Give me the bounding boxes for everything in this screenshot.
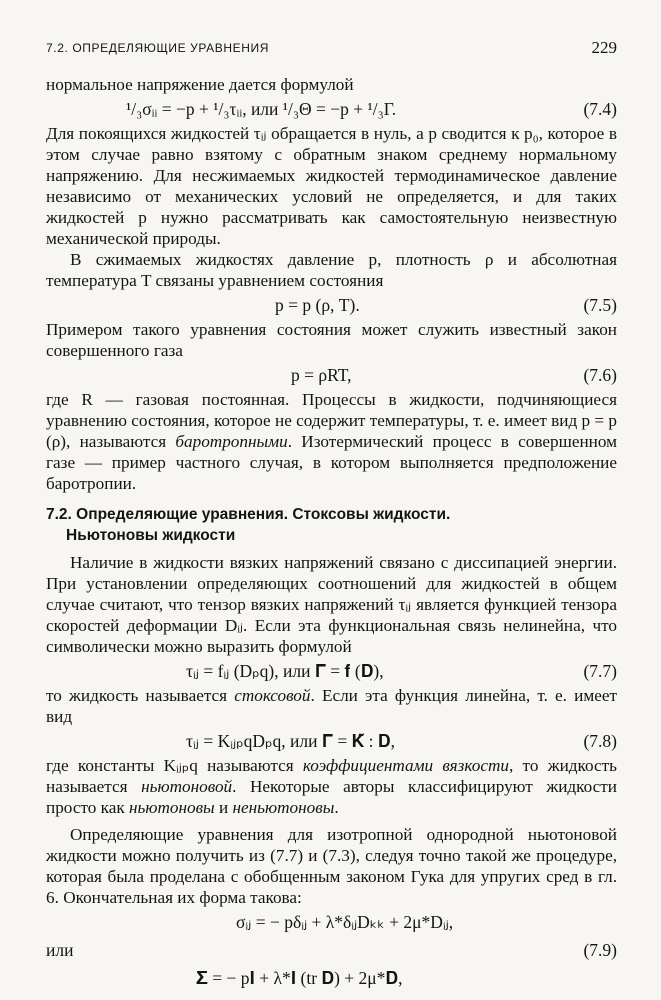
section-heading (46, 504, 617, 546)
equation-7-6-number: (7.6) (583, 365, 617, 385)
term-newtonian-plural: ньютоновы (128, 798, 215, 817)
coef-text-g: и (214, 798, 233, 817)
coef-text-c: , то жидкость называется (46, 756, 617, 796)
equation-7-9b (46, 964, 617, 992)
equation-7-4-formula: ¹/₃σᵢᵢ = −p + ¹/₃τᵢᵢ, или ¹/₃Θ = −p + ¹/₃Γ. (126, 99, 397, 119)
paragraph-compressible: В сжимаемых жидкостях давление p, плотность ρ и абсолютная температура T связаны уравнением состояния (46, 250, 617, 290)
equation-7-6-formula: p = ρRT, (291, 365, 352, 385)
page-body (46, 74, 617, 992)
stokes-text-c: . Если эта функция линейна, т. е. имеет вид (46, 686, 617, 726)
term-barotropic: баротропными (175, 432, 288, 451)
term-stokes: стоксовой (234, 686, 311, 705)
term-newtonian: ньютоновой (141, 777, 233, 796)
equation-7-8-formula: τᵢⱼ = KᵢⱼₚqDₚq, или 𝚪 = 𝐊̃ : 𝐃, (186, 731, 395, 751)
section-heading-line2: Ньютоновы жидкости (66, 527, 236, 544)
equation-7-9a-formula: σᵢⱼ = − pδᵢⱼ + λ*δᵢⱼDₖₖ + 2μ*Dᵢⱼ, (236, 912, 454, 932)
equation-7-4 (46, 95, 617, 123)
term-non-newtonian: неньютоновы (232, 798, 335, 817)
paragraph-viscous-stresses: Наличие в жидкости вязких напряжений связано с диссипацией энергии. При установлении определяющих соотношений для жидкостей в общем случае считают, что тензор вязких напряжений τᵢⱼ является функцией тензора скоростей деформации Dᵢⱼ. Если эта функциональная связь нелинейна, что символически можно выразить формулой (46, 553, 617, 656)
barotropic-text-c: . Изотермический процесс в совершенном газе — пример частного случая, в котором выполняется предположение баротропии. (46, 432, 617, 493)
equation-7-4-number: (7.4) (583, 99, 617, 119)
paragraph-barotropic (46, 389, 617, 494)
paragraph-isotropic: Определяющие уравнения для изотропной однородной ньютоновой жидкости можно получить из (7.7) и (7.3), следуя точно такой же процедуре, которая была проделана с обобщенным законом Гука для упругих сред в гл. 6. Окончательная их форма такова: (46, 825, 617, 907)
paragraph-resting-fluids: Для покоящихся жидкостей τᵢⱼ обращается в нуль, а p сводится к p₀, которое в этом случае равно взятому с обратным знаком среднему нормальному напряжению. Для несжимаемых жидкостей термодинамическое давление независимо от механических условий не определяется, и для таких жидкостей p нужно рассматривать как самостоятельную неизвестную механической природы. (46, 124, 617, 248)
equation-7-7 (46, 657, 617, 685)
paragraph-viscosity-coefficients (46, 755, 617, 818)
equation-7-7-formula: τᵢⱼ = fᵢⱼ (Dₚq), или 𝚪 = 𝐟 (𝐃), (186, 661, 384, 681)
page-number: 229 (591, 38, 617, 57)
section-heading-line1: 7.2. Определяющие уравнения. Стоксовы жидкости. (46, 506, 451, 523)
equation-7-5 (46, 291, 617, 319)
equation-7-9b-formula: 𝚺 = − p𝐈 + λ*𝐈 (tr 𝐃) + 2μ*𝐃, (196, 968, 403, 988)
equation-7-6 (46, 361, 617, 389)
equation-7-9-or-line (46, 936, 617, 964)
paragraph-stokes-fluid (46, 685, 617, 727)
paragraph-intro: нормальное напряжение дается формулой (46, 75, 354, 94)
equation-7-9-or: или (46, 940, 74, 960)
running-header (46, 38, 617, 60)
equation-7-9a (46, 908, 617, 936)
equation-7-9-number: (7.9) (583, 940, 617, 960)
equation-7-8 (46, 727, 617, 755)
coef-text-i: . (334, 798, 339, 817)
equation-7-7-number: (7.7) (583, 661, 617, 681)
barotropic-text-a: где R — газовая постоянная. Процессы в жидкости, подчиняющиеся уравнению состояния, которое не содержит температуры, т. е. имеет вид p = p (ρ), называются (46, 390, 617, 451)
equation-7-5-number: (7.5) (583, 295, 617, 315)
running-header-title: 7.2. ОПРЕДЕЛЯЮЩИЕ УРАВНЕНИЯ (46, 41, 269, 55)
equation-7-8-number: (7.8) (583, 731, 617, 751)
stokes-text-a: то жидкость называется (46, 686, 235, 705)
coef-text-e: . Некоторые авторы классифицируют жидкости просто как (46, 777, 617, 817)
paragraph-ideal-gas: Примером такого уравнения состояния может служить известный закон совершенного газа (46, 320, 617, 360)
term-viscosity-coefficients: коэффициентами вязкости (302, 756, 509, 775)
equation-7-5-formula: p = p (ρ, T). (275, 295, 360, 315)
coef-text-a: где константы Kᵢⱼₚq называются (46, 756, 303, 775)
